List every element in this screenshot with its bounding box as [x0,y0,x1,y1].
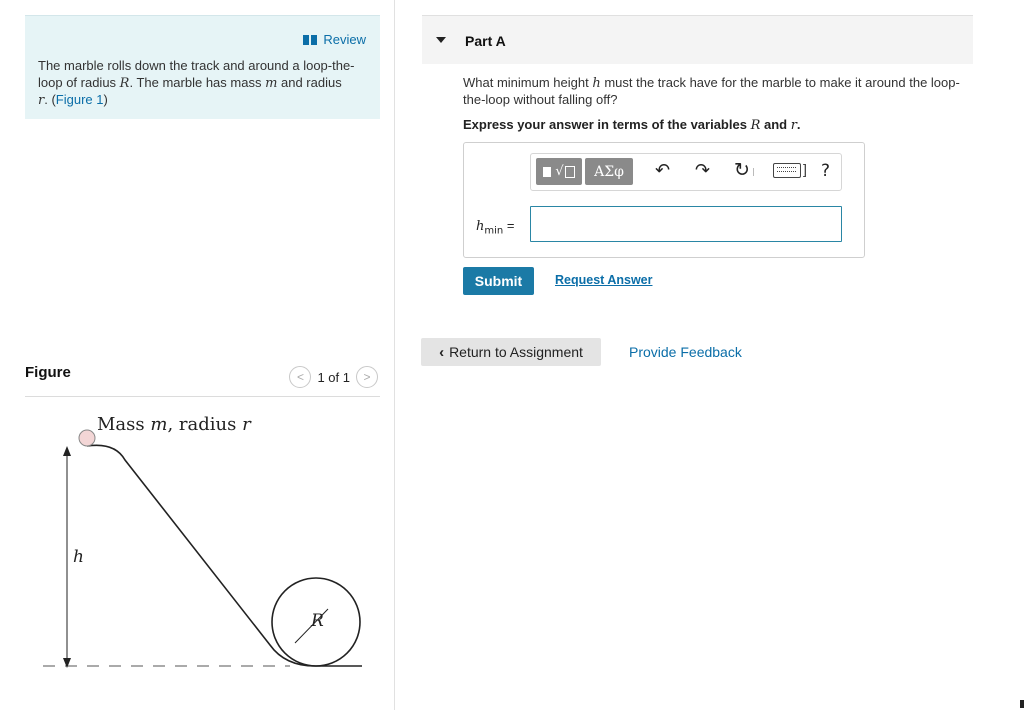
caret-down-icon[interactable] [436,37,446,43]
problem-panel [25,15,380,119]
template-square-icon [543,167,551,177]
mass-radius-label: Mass m, radius r [97,414,251,435]
height-label: h [73,547,84,567]
return-to-assignment-button[interactable] [421,338,601,366]
return-label: Return to Assignment [449,344,583,360]
question-text: What minimum height h must the track have for the marble to make it around the loop-the-loop without falling off? [463,75,960,107]
loop-radius-label: R [311,611,324,631]
symbols-button[interactable]: ΑΣφ [585,158,633,185]
pager-text: 1 of 1 [317,369,350,385]
figure-title: Figure [25,364,71,381]
keyboard-bracket: ] [803,161,807,177]
provide-feedback-link[interactable]: Provide Feedback [629,344,742,360]
book-icon [303,35,317,45]
toolbar-separator [753,168,754,176]
chevron-left-icon: ‹ [439,343,445,361]
answer-box [463,142,865,258]
problem-text: The marble rolls down the track and around a loop-the-loop of radius R. The marble has mass m and radius r. (Figure 1) [38,58,355,108]
request-answer-link[interactable]: Request Answer [555,273,653,287]
review-link[interactable] [303,32,366,47]
figure-header [25,360,380,397]
loop-diagram [25,400,370,675]
math-toolbar [530,153,842,191]
figure-pager [289,366,378,388]
part-header[interactable] [422,15,973,64]
review-label: Review [323,32,366,47]
chevron-left-icon[interactable]: < [289,366,311,388]
instruction-text: Express your answer in terms of the variables R and r. [463,117,801,133]
answer-label: $h_{min}$ = [476,218,515,237]
part-title: Part A [465,33,506,49]
reset-icon[interactable]: ↻ [734,159,750,181]
chevron-right-icon[interactable]: > [356,366,378,388]
undo-icon[interactable]: ↶ [655,160,671,181]
track-curve [87,445,362,666]
redo-icon[interactable]: ↷ [695,160,711,181]
template-box-icon [565,166,575,178]
marble [79,430,95,446]
templates-button[interactable] [536,158,582,185]
help-icon[interactable]: ? [821,161,831,181]
answer-input[interactable] [530,206,842,242]
height-arrow-top [63,446,71,456]
panel-divider [394,0,395,710]
keyboard-icon[interactable] [773,163,801,178]
submit-button[interactable]: Submit [463,267,534,295]
radical-icon: √ [555,164,564,179]
corner-mark [1020,700,1024,708]
figure-link[interactable]: Figure 1 [55,92,104,107]
